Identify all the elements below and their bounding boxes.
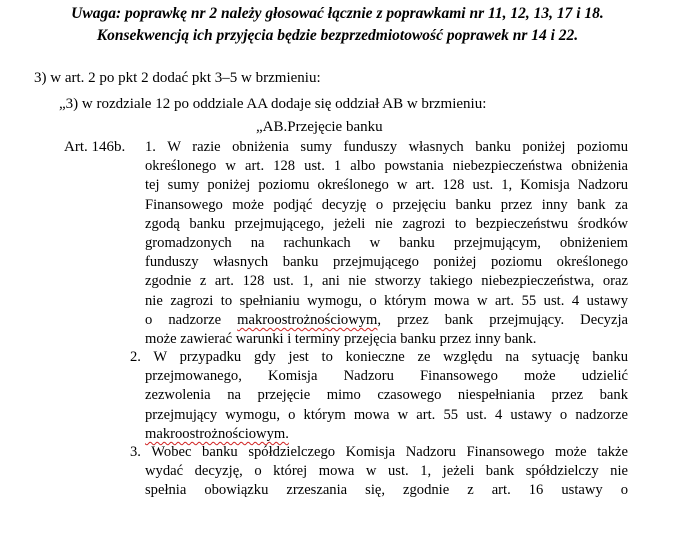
paragraph-line: zgodą banku przejmującego, jeżeli nie zagrozi to bezpieczeństwu środków bbox=[145, 215, 628, 232]
paragraph-line: zgodnie z art. 128 ust. 1, ani nie stworzy takiego niebezpieczeństwa, oraz bbox=[145, 273, 628, 290]
paragraph-line: określonego w art. 128 ust. 1 albo powstania niebezpieczeństwa obniżenia bbox=[145, 158, 628, 175]
paragraph-line: 2. W przypadku gdy jest to konieczne ze względu na sytuację banku bbox=[130, 349, 628, 365]
paragraph-line: może zawierać warunki i terminy przejęcia banku przez inny bank. bbox=[145, 331, 537, 348]
spellcheck-word: makroostrożnościowym bbox=[237, 311, 378, 328]
note-line-1: Uwaga: poprawkę nr 2 należy głosować łącznie z poprawkami nr 11, 12, 13, 17 i 18. bbox=[71, 5, 604, 22]
paragraph-line: przejmowanego, Komisja Nadzoru Finansowego może udzielić bbox=[145, 368, 628, 385]
paragraph-2 bbox=[130, 348, 628, 444]
sub-instruction: „3) w rozdziale 12 po oddziale AA dodaje się oddział AB w brzmieniu: bbox=[59, 96, 487, 112]
article-number: Art. 146b. bbox=[64, 139, 126, 155]
paragraph-line: spełnia obowiązku zrzeszania się, zgodnie z art. 16 ustawy o bbox=[145, 482, 628, 499]
paragraph-line: funduszy własnych banku przejmującego poniżej poziomu określonego bbox=[145, 254, 628, 271]
paragraph-line: Finansowego może podjąć decyzję o przejęciu banku przez inny bank za bbox=[145, 196, 628, 213]
section-title: „AB.Przejęcie banku bbox=[256, 119, 383, 135]
paragraph-line: 1. W razie obniżenia sumy funduszy własnych banku poniżej poziomu bbox=[145, 139, 628, 155]
paragraph-1 bbox=[145, 138, 628, 349]
paragraph-line: wydać decyzję, o której mowa w ust. 1, jeżeli bank spółdzielczy nie bbox=[145, 463, 628, 480]
paragraph-line: o nadzorze makroostrożnościowym, przez bank przejmujący. Decyzja bbox=[145, 311, 628, 328]
paragraph-line: tej sumy poniżej poziomu określonego w art. 128 ust. 1, Komisja Nadzoru bbox=[145, 177, 628, 194]
paragraph-line: 3. Wobec banku spółdzielczego Komisja Nadzoru Finansowego może także bbox=[130, 444, 628, 460]
paragraph-line: przejmujący wymogu, o którym mowa w art. 55 ust. 4 ustawy o nadzorze bbox=[145, 406, 628, 423]
amendment-instruction: 3) w art. 2 po pkt 2 dodać pkt 3–5 w brzmieniu: bbox=[34, 70, 321, 86]
paragraph-3 bbox=[130, 443, 628, 501]
paragraph-line: nie zagrozi to spełnianiu wymogu, o którym mowa w art. 55 ust. 4 ustawy bbox=[145, 292, 628, 309]
paragraph-line: makroostrożnościowym. bbox=[145, 425, 289, 442]
note-line-2: Konsekwencją ich przyjęcia będzie bezprzedmiotowość poprawek nr 14 i 22. bbox=[96, 27, 579, 44]
paragraph-line: zezwolenia na przejęcie mimo czasowego niespełniania przez bank bbox=[145, 387, 628, 404]
paragraph-line: gromadzonych na rachunkach w banku przejmującym, obniżeniem bbox=[145, 235, 628, 252]
